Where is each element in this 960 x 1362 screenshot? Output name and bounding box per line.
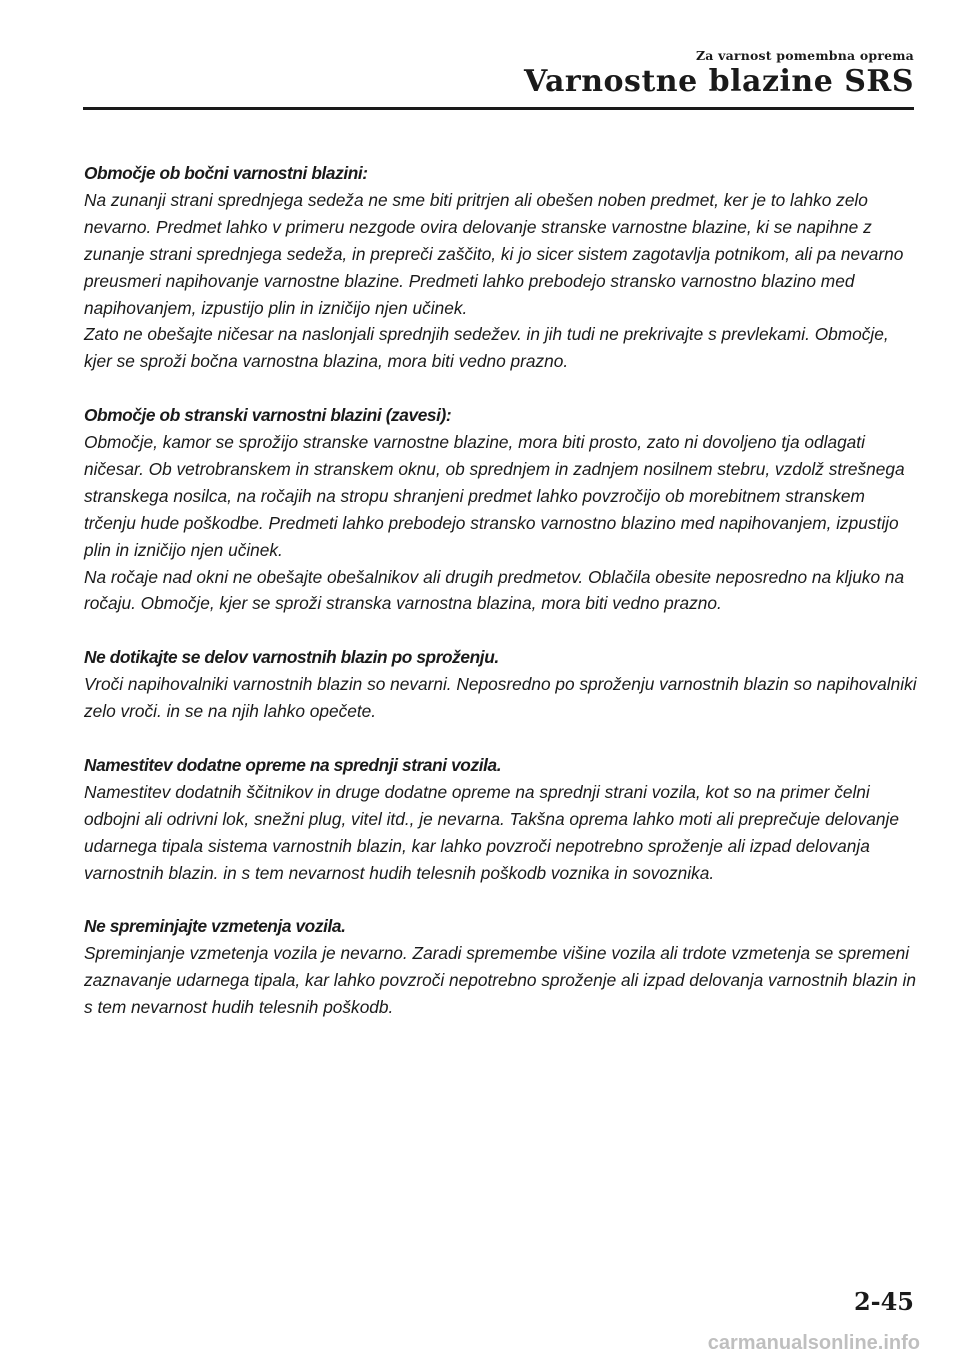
paragraph: Spreminjanje vzmetenja vozila je nevarno. Zaradi spremembe višine vozila ali trdote vzmetenja se spremeni zaznavanje udarnega tipala, kar lahko povzroči nepotrebno sproženje ali izpad delovanja varnostnih blazin in s tem nevarnost hudih telesnih poškodb. xyxy=(84,943,916,1018)
watermark-text: carmanualsonline.info xyxy=(707,1332,920,1354)
section-heading: Ne dotikajte se delov varnostnih blazin po sproženju. xyxy=(84,647,499,668)
section-after-deployment xyxy=(84,644,919,725)
section-heading: Območje ob stranski varnostni blazini (zavesi): xyxy=(84,405,452,426)
section-heading: Območje ob bočni varnostni blazini: xyxy=(84,163,368,183)
section-heading: Namestitev dodatne opreme na sprednji strani vozila. xyxy=(84,754,502,775)
page-title: Varnostne blazine SRS xyxy=(523,64,914,99)
paragraph: Vroči napihovalniki varnostnih blazin so nevarni. Neposredno po sproženju varnostnih blazin so napihovalniki zelo vroči. in se na njih lahko opečete. xyxy=(84,674,917,722)
section-heading: Ne spreminjajte vzmetenja vozila. xyxy=(84,916,346,937)
main-content xyxy=(84,160,919,1048)
page-number: 2-45 xyxy=(853,1287,914,1316)
section-curtain-airbag xyxy=(84,402,919,617)
header-divider xyxy=(83,107,914,110)
paragraph: Na zunanji strani sprednjega sedeža ne sme biti pritrjen ali obešen noben predmet, ker je to lahko zelo nevarno. Predmet lahko v primeru nezgode ovira delovanje stranske varnostne blazine, ki se napihne z zunanje strani sprednjega sedeža, in prepreči zaščito, ki jo sicer sistem zagotavlja potnikom, ali pa nevarno preusmeri napihovanje varnostne blazine. Predmeti lahko prebodejo stransko varnostno blazino med napihovanjem, izpustijo plin in izničijo njen učinek. xyxy=(84,189,904,318)
section-side-airbag xyxy=(84,160,919,375)
section-front-accessories xyxy=(84,752,919,887)
section-subtitle: Za varnost pomembna oprema xyxy=(695,48,914,63)
paragraph: Na ročaje nad okni ne obešajte obešalnikov ali drugih predmetov. Oblačila obesite neposredno na kljuko na ročaju. Območje, kjer se sproži stranska varnostna blazina, mora biti vedno prazno. xyxy=(84,566,905,614)
paragraph: Zato ne obešajte ničesar na naslonjali sprednjih sedežev. in jih tudi ne prekrivajte s prevlekami. Območje, kjer se sproži bočna varnostna blazina, mora biti vedno prazno. xyxy=(84,324,889,372)
paragraph: Območje, kamor se sprožijo stranske varnostne blazine, mora biti prosto, zato ni dovoljeno tja odlagati ničesar. Ob vetrobranskem in stranskem oknu, ob sprednjem in zadnjem nosilnem stebru, vzdolž strešnega stranskega nosilca, na ročajih na stropu shranjeni predmet lahko povzročijo ob morebitnem stranskem trčenju hude poškodbe. Predmeti lahko prebodejo stransko varnostno blazino med napihovanjem, izpustijo plin in izničijo njen učinek. xyxy=(84,432,905,560)
paragraph: Namestitev dodatnih ščitnikov in druge dodatne opreme na sprednji strani vozila, kot so na primer čelni odbojni ali odrivni lok, snežni plug, vitel itd., je nevarna. Takšna oprema lahko moti ali preprečuje delovanje udarnega tipala sistema varnostnih blazin, kar lahko povzroči nepotrebno sproženje ali izpad delovanja varnostnih blazin. in s tem nevarnost hudih telesnih poškodb voznika in sovoznika. xyxy=(84,781,899,883)
section-suspension xyxy=(84,913,919,1021)
